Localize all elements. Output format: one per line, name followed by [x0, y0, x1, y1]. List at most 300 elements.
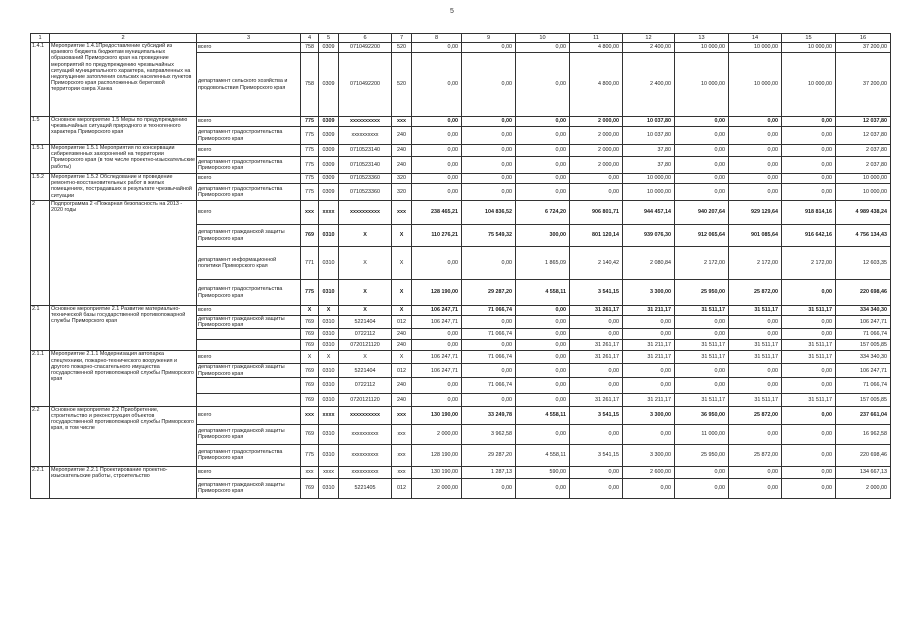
column-header: 15	[782, 34, 836, 43]
year-value-cell: 10 037,80	[623, 117, 675, 127]
gov-code-cell: 775	[301, 117, 319, 127]
year-value-cell: 0,00	[516, 351, 570, 364]
year-value-cell: 0,00	[516, 145, 570, 157]
column-header: 14	[729, 34, 782, 43]
year-value-cell: 0,00	[570, 329, 623, 340]
year-value-cell: 0,00	[623, 377, 675, 393]
year-value-cell: 0,00	[675, 364, 729, 377]
year-value-cell: 31 511,17	[675, 340, 729, 351]
total-value-cell: 157 005,85	[836, 340, 891, 351]
year-value-cell: 0,00	[782, 184, 836, 201]
measure-name: Основное мероприятие 2.2 Приобретение, строительство и реконструкция объектов государственной противопожарной службы Приморского края, в том числе	[50, 406, 197, 466]
year-value-cell: 0,00	[729, 127, 782, 145]
target-article-cell: 0710492200	[339, 53, 392, 117]
budget-sheet	[30, 33, 890, 499]
total-value-cell: 237 661,04	[836, 406, 891, 424]
expense-type-cell: 320	[392, 184, 412, 201]
year-value-cell: 3 962,58	[462, 424, 516, 444]
year-value-cell: 2 172,00	[782, 247, 836, 280]
year-value-cell: 0,00	[729, 364, 782, 377]
year-value-cell: 0,00	[516, 377, 570, 393]
year-value-cell: 0,00	[412, 53, 462, 117]
year-value-cell: 0,00	[462, 247, 516, 280]
year-value-cell: 0,00	[516, 393, 570, 406]
column-header: 12	[623, 34, 675, 43]
total-value-cell: 12 037,80	[836, 117, 891, 127]
year-value-cell: 36 950,00	[675, 406, 729, 424]
gov-code-cell: 769	[301, 364, 319, 377]
year-value-cell: 31 511,17	[675, 351, 729, 364]
section-code-cell: 0310	[319, 424, 339, 444]
executor-cell	[197, 377, 301, 393]
expense-type-cell: X	[392, 280, 412, 306]
year-value-cell: 0,00	[516, 43, 570, 53]
year-value-cell: 2 080,84	[623, 247, 675, 280]
measure-name: Основное мероприятие 1.5 Меры по предупреждению чрезвычайных ситуаций природного и техногенного характера Приморского края	[50, 117, 197, 145]
section-code-cell: 0309	[319, 157, 339, 174]
year-value-cell: 3 300,00	[623, 280, 675, 306]
column-header: 11	[570, 34, 623, 43]
gov-code-cell: 769	[301, 329, 319, 340]
year-value-cell: 0,00	[675, 478, 729, 498]
year-value-cell: 0,00	[729, 424, 782, 444]
year-value-cell: 0,00	[675, 184, 729, 201]
section-code-cell: 0310	[319, 329, 339, 340]
section-code-cell: X	[319, 351, 339, 364]
row-code: 2.1	[31, 306, 50, 351]
column-header: 13	[675, 34, 729, 43]
year-value-cell: 2 140,42	[570, 247, 623, 280]
year-value-cell: 2 000,00	[570, 157, 623, 174]
total-value-cell: 2 000,00	[836, 478, 891, 498]
year-value-cell: 0,00	[462, 174, 516, 184]
year-value-cell: 0,00	[462, 43, 516, 53]
year-value-cell: 104 836,52	[462, 201, 516, 225]
target-article-cell: 0720121120	[339, 340, 392, 351]
year-value-cell: 0,00	[516, 184, 570, 201]
year-value-cell: 29 287,20	[462, 444, 516, 466]
year-value-cell: 31 511,17	[729, 306, 782, 316]
target-article-cell: xxxxxxxxxx	[339, 201, 392, 225]
total-value-cell: 71 066,74	[836, 329, 891, 340]
section-code-cell: 0309	[319, 127, 339, 145]
year-value-cell: 31 261,17	[570, 340, 623, 351]
year-value-cell: 0,00	[782, 377, 836, 393]
year-value-cell: 0,00	[675, 127, 729, 145]
year-value-cell: 1 287,13	[462, 466, 516, 478]
year-value-cell: 75 549,32	[462, 225, 516, 247]
year-value-cell: 71 066,74	[462, 377, 516, 393]
row-code: 2.2	[31, 406, 50, 466]
year-value-cell: 4 558,11	[516, 280, 570, 306]
target-article-cell: 5221404	[339, 364, 392, 377]
year-value-cell: 10 000,00	[675, 43, 729, 53]
year-value-cell: 918 814,16	[782, 201, 836, 225]
year-value-cell: 0,00	[570, 174, 623, 184]
gov-code-cell: 769	[301, 340, 319, 351]
year-value-cell: 3 541,15	[570, 444, 623, 466]
expense-type-cell: 240	[392, 340, 412, 351]
year-value-cell: 0,00	[729, 466, 782, 478]
year-value-cell: 0,00	[675, 117, 729, 127]
year-value-cell: 0,00	[516, 117, 570, 127]
year-value-cell: 2 000,00	[570, 145, 623, 157]
column-header: 10	[516, 34, 570, 43]
executor-cell: департамент сельского хозяйства и продовольствия Приморского края	[197, 53, 301, 117]
executor-cell: всего	[197, 117, 301, 127]
executor-cell: всего	[197, 466, 301, 478]
target-article-cell: 0720121120	[339, 393, 392, 406]
gov-code-cell: 775	[301, 444, 319, 466]
year-value-cell: 10 000,00	[782, 43, 836, 53]
gov-code-cell: 769	[301, 377, 319, 393]
year-value-cell: 10 000,00	[782, 53, 836, 117]
gov-code-cell: 775	[301, 280, 319, 306]
year-value-cell: 106 247,71	[412, 364, 462, 377]
year-value-cell: 31 511,17	[782, 306, 836, 316]
row-code: 1.4.1	[31, 43, 50, 117]
column-header: 5	[319, 34, 339, 43]
year-value-cell: 0,00	[729, 145, 782, 157]
year-value-cell: 31 211,17	[623, 306, 675, 316]
year-value-cell: 0,00	[623, 478, 675, 498]
year-value-cell: 2 000,00	[412, 424, 462, 444]
year-value-cell: 71 066,74	[462, 351, 516, 364]
year-value-cell: 0,00	[462, 157, 516, 174]
year-value-cell: 2 600,00	[623, 466, 675, 478]
target-article-cell: xxxxxxxxxx	[339, 127, 392, 145]
target-article-cell: xxxxxxxxxx	[339, 117, 392, 127]
section-code-cell: 0310	[319, 478, 339, 498]
year-value-cell: 0,00	[462, 184, 516, 201]
total-value-cell: 134 667,13	[836, 466, 891, 478]
total-value-cell: 157 005,85	[836, 393, 891, 406]
year-value-cell: 0,00	[623, 329, 675, 340]
executor-cell: всего	[197, 306, 301, 316]
row-code: 1.5	[31, 117, 50, 145]
header-row	[31, 34, 891, 43]
year-value-cell: 0,00	[675, 157, 729, 174]
year-value-cell: 2 172,00	[675, 247, 729, 280]
year-value-cell: 0,00	[782, 127, 836, 145]
year-value-cell: 31 211,17	[623, 351, 675, 364]
year-value-cell: 0,00	[675, 466, 729, 478]
expense-type-cell: 520	[392, 43, 412, 53]
year-value-cell: 901 085,64	[729, 225, 782, 247]
gov-code-cell: 758	[301, 53, 319, 117]
target-article-cell: 0722112	[339, 377, 392, 393]
table-row	[31, 466, 891, 478]
year-value-cell: 0,00	[412, 174, 462, 184]
total-value-cell: 2 037,80	[836, 157, 891, 174]
year-value-cell: 0,00	[570, 478, 623, 498]
gov-code-cell: 775	[301, 184, 319, 201]
expense-type-cell: 012	[392, 316, 412, 329]
year-value-cell: 10 000,00	[729, 53, 782, 117]
year-value-cell: 0,00	[782, 478, 836, 498]
year-value-cell: 0,00	[412, 393, 462, 406]
measure-name: Мероприятие 1.5.1 Мероприятия по консервации сибиреязвенных захоронений на территории Приморского края (в том числе проектно-изыскательские работы)	[50, 145, 197, 174]
year-value-cell: 0,00	[782, 364, 836, 377]
gov-code-cell: xxx	[301, 201, 319, 225]
total-value-cell: 4 989 438,24	[836, 201, 891, 225]
expense-type-cell: X	[392, 306, 412, 316]
year-value-cell: 29 287,20	[462, 280, 516, 306]
year-value-cell: 128 190,00	[412, 444, 462, 466]
year-value-cell: 939 076,30	[623, 225, 675, 247]
section-code-cell: 0310	[319, 364, 339, 377]
column-header: 9	[462, 34, 516, 43]
executor-cell: департамент градостроительства Приморского края	[197, 444, 301, 466]
year-value-cell: 0,00	[729, 478, 782, 498]
column-header: 6	[339, 34, 392, 43]
column-header: 3	[197, 34, 301, 43]
measure-name: Мероприятие 2.1.1 Модернизация автопарка спецтехники, пожарно-технического вооружения и другого пожарно-спасательного имущества государственной противопожарной службы Приморского края	[50, 351, 197, 406]
year-value-cell: 0,00	[570, 364, 623, 377]
row-code: 2.1.1	[31, 351, 50, 406]
expense-type-cell: xxx	[392, 406, 412, 424]
year-value-cell: 0,00	[782, 424, 836, 444]
year-value-cell: 0,00	[782, 329, 836, 340]
year-value-cell: 0,00	[623, 364, 675, 377]
table-row	[31, 43, 891, 53]
year-value-cell: 128 190,00	[412, 280, 462, 306]
gov-code-cell: 775	[301, 157, 319, 174]
target-article-cell: X	[339, 225, 392, 247]
target-article-cell: 0710523360	[339, 174, 392, 184]
year-value-cell: 130 190,00	[412, 466, 462, 478]
expense-type-cell: 240	[392, 127, 412, 145]
total-value-cell: 220 698,46	[836, 280, 891, 306]
year-value-cell: 31 511,17	[729, 340, 782, 351]
year-value-cell: 0,00	[782, 316, 836, 329]
year-value-cell: 0,00	[729, 316, 782, 329]
section-code-cell: 0310	[319, 316, 339, 329]
year-value-cell: 0,00	[462, 316, 516, 329]
executor-cell: всего	[197, 351, 301, 364]
executor-cell: департамент гражданской защиты Приморского края	[197, 225, 301, 247]
year-value-cell: 3 300,00	[623, 444, 675, 466]
section-code-cell: 0309	[319, 184, 339, 201]
section-code-cell: X	[319, 306, 339, 316]
year-value-cell: 0,00	[782, 145, 836, 157]
year-value-cell: 2 000,00	[412, 478, 462, 498]
year-value-cell: 944 457,14	[623, 201, 675, 225]
gov-code-cell: 771	[301, 247, 319, 280]
year-value-cell: 0,00	[729, 174, 782, 184]
executor-cell: департамент гражданской защиты Приморского края	[197, 316, 301, 329]
executor-cell: всего	[197, 201, 301, 225]
year-value-cell: 0,00	[516, 157, 570, 174]
expense-type-cell: xxx	[392, 117, 412, 127]
executor-cell	[197, 329, 301, 340]
year-value-cell: 3 300,00	[623, 406, 675, 424]
year-value-cell: 0,00	[412, 43, 462, 53]
expense-type-cell: xxx	[392, 424, 412, 444]
section-code-cell: 0310	[319, 340, 339, 351]
total-value-cell: 71 066,74	[836, 377, 891, 393]
year-value-cell: 10 000,00	[623, 174, 675, 184]
section-code-cell: 0310	[319, 393, 339, 406]
column-header: 7	[392, 34, 412, 43]
total-value-cell: 334 340,30	[836, 306, 891, 316]
table-row	[31, 174, 891, 184]
year-value-cell: 0,00	[516, 174, 570, 184]
year-value-cell: 0,00	[462, 145, 516, 157]
total-value-cell: 10 000,00	[836, 184, 891, 201]
total-value-cell: 37 200,00	[836, 43, 891, 53]
section-code-cell: 0309	[319, 43, 339, 53]
total-value-cell: 37 200,00	[836, 53, 891, 117]
total-value-cell: 2 037,80	[836, 145, 891, 157]
total-value-cell: 12 037,80	[836, 127, 891, 145]
year-value-cell: 3 541,15	[570, 280, 623, 306]
year-value-cell: 0,00	[782, 117, 836, 127]
section-code-cell: 0309	[319, 145, 339, 157]
target-article-cell: X	[339, 306, 392, 316]
target-article-cell: 0722112	[339, 329, 392, 340]
total-value-cell: 220 698,46	[836, 444, 891, 466]
year-value-cell: 929 129,64	[729, 201, 782, 225]
year-value-cell: 0,00	[462, 117, 516, 127]
year-value-cell: 37,80	[623, 145, 675, 157]
year-value-cell: 0,00	[623, 424, 675, 444]
target-article-cell: 0710523140	[339, 157, 392, 174]
table-row	[31, 351, 891, 364]
year-value-cell: 31 261,17	[570, 351, 623, 364]
year-value-cell: 940 207,64	[675, 201, 729, 225]
executor-cell: департамент градостроительства Приморского края	[197, 127, 301, 145]
row-code: 1.5.2	[31, 174, 50, 201]
year-value-cell: 0,00	[412, 340, 462, 351]
year-value-cell: 0,00	[729, 117, 782, 127]
total-value-cell: 334 340,30	[836, 351, 891, 364]
year-value-cell: 0,00	[675, 145, 729, 157]
expense-type-cell: 240	[392, 329, 412, 340]
total-value-cell: 16 962,58	[836, 424, 891, 444]
total-value-cell: 10 000,00	[836, 174, 891, 184]
year-value-cell: 0,00	[516, 316, 570, 329]
expense-type-cell: 240	[392, 377, 412, 393]
year-value-cell: 2 172,00	[729, 247, 782, 280]
executor-cell: департамент градостроительства Приморского края	[197, 280, 301, 306]
expense-type-cell: X	[392, 247, 412, 280]
year-value-cell: 37,80	[623, 157, 675, 174]
target-article-cell: X	[339, 280, 392, 306]
year-value-cell: 10 000,00	[729, 43, 782, 53]
column-header: 2	[50, 34, 197, 43]
section-code-cell: 0310	[319, 444, 339, 466]
year-value-cell: 0,00	[675, 377, 729, 393]
year-value-cell: 0,00	[412, 127, 462, 145]
year-value-cell: 31 511,17	[675, 306, 729, 316]
year-value-cell: 0,00	[729, 157, 782, 174]
year-value-cell: 0,00	[412, 145, 462, 157]
year-value-cell: 801 120,14	[570, 225, 623, 247]
table-row	[31, 406, 891, 424]
year-value-cell: 0,00	[782, 157, 836, 174]
target-article-cell: xxxxxxxxxx	[339, 406, 392, 424]
year-value-cell: 0,00	[782, 174, 836, 184]
year-value-cell: 0,00	[462, 53, 516, 117]
expense-type-cell: 240	[392, 393, 412, 406]
year-value-cell: 10 000,00	[675, 53, 729, 117]
year-value-cell: 25 872,00	[729, 280, 782, 306]
year-value-cell: 0,00	[782, 466, 836, 478]
total-value-cell: 12 603,35	[836, 247, 891, 280]
gov-code-cell: 775	[301, 145, 319, 157]
expense-type-cell: 012	[392, 364, 412, 377]
gov-code-cell: xxx	[301, 466, 319, 478]
year-value-cell: 31 511,17	[782, 340, 836, 351]
executor-cell: департамент гражданской защиты Приморского края	[197, 424, 301, 444]
gov-code-cell: 769	[301, 478, 319, 498]
year-value-cell: 300,00	[516, 225, 570, 247]
year-value-cell: 0,00	[412, 117, 462, 127]
year-value-cell: 0,00	[516, 340, 570, 351]
section-code-cell: xxxx	[319, 201, 339, 225]
table-row	[31, 145, 891, 157]
year-value-cell: 590,00	[516, 466, 570, 478]
section-code-cell: 0310	[319, 225, 339, 247]
year-value-cell: 0,00	[516, 424, 570, 444]
year-value-cell: 0,00	[782, 280, 836, 306]
executor-cell: департамент градостроительства Приморского края	[197, 157, 301, 174]
section-code-cell: 0309	[319, 117, 339, 127]
year-value-cell: 906 801,71	[570, 201, 623, 225]
executor-cell: всего	[197, 406, 301, 424]
table-row	[31, 117, 891, 127]
measure-name: Мероприятие 1.5.2 Обследование и проведение ремонтно-восстановительных работ в жилых помещениях, пострадавших в результате чрезвычайной ситуации	[50, 174, 197, 201]
year-value-cell: 0,00	[462, 393, 516, 406]
executor-cell	[197, 393, 301, 406]
section-code-cell: 0310	[319, 280, 339, 306]
year-value-cell: 106 247,71	[412, 306, 462, 316]
target-article-cell: xxxxxxxxxx	[339, 466, 392, 478]
year-value-cell: 0,00	[675, 316, 729, 329]
executor-cell: департамент гражданской защиты Приморского края	[197, 478, 301, 498]
table-row	[31, 306, 891, 316]
year-value-cell: 106 247,71	[412, 316, 462, 329]
section-code-cell: 0309	[319, 174, 339, 184]
executor-cell	[197, 340, 301, 351]
year-value-cell: 31 261,17	[570, 306, 623, 316]
year-value-cell: 1 865,09	[516, 247, 570, 280]
year-value-cell: 0,00	[570, 316, 623, 329]
year-value-cell: 0,00	[412, 157, 462, 174]
year-value-cell: 31 511,17	[729, 393, 782, 406]
year-value-cell: 31 511,17	[675, 393, 729, 406]
year-value-cell: 4 558,11	[516, 406, 570, 424]
executor-cell: всего	[197, 43, 301, 53]
target-article-cell: 0710523140	[339, 145, 392, 157]
expense-type-cell: 240	[392, 157, 412, 174]
year-value-cell: 0,00	[462, 364, 516, 377]
column-header: 16	[836, 34, 891, 43]
gov-code-cell: 758	[301, 43, 319, 53]
row-code: 1.5.1	[31, 145, 50, 174]
executor-cell: департамент гражданской защиты Приморского края	[197, 364, 301, 377]
year-value-cell: 0,00	[412, 247, 462, 280]
total-value-cell: 106 247,71	[836, 364, 891, 377]
year-value-cell: 0,00	[412, 377, 462, 393]
expense-type-cell: 012	[392, 478, 412, 498]
gov-code-cell: 775	[301, 174, 319, 184]
gov-code-cell: 775	[301, 127, 319, 145]
year-value-cell: 0,00	[729, 329, 782, 340]
year-value-cell: 0,00	[782, 406, 836, 424]
year-value-cell: 912 065,64	[675, 225, 729, 247]
